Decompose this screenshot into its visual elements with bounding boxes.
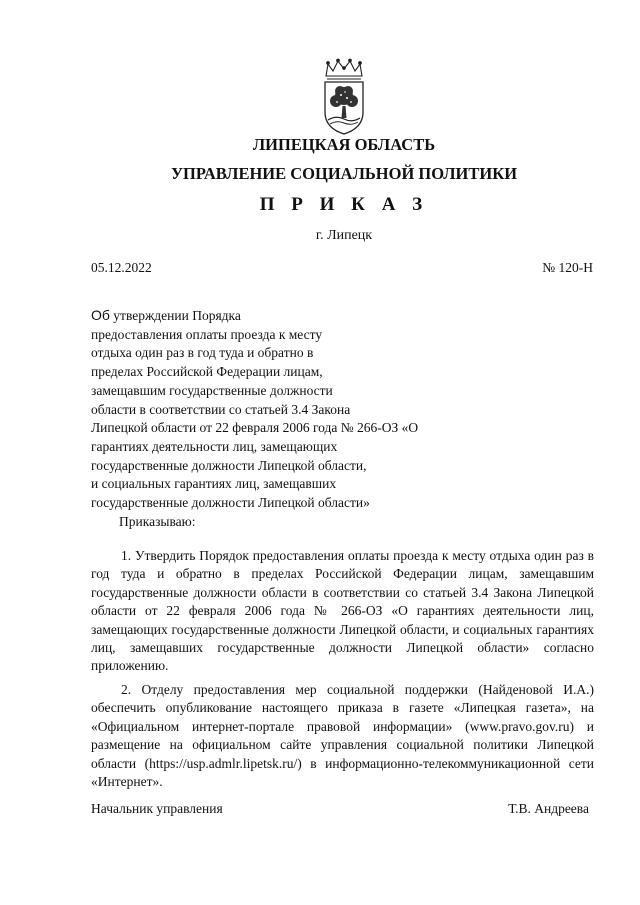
paragraph-1: 1. Утвердить Порядок предоставления оплаты проезда к месту отдыха один раз в год туда и обратно в пределах Российской Федерации лицам, замещавшим государственные должности области в соответствии со статьей 3.4 Закона Липецкой области от 22 февраля 2006 года № 266-ОЗ «О гарантиях деятельности лиц, замещающих государственные должности Липецкой области, и социальных гарантиях лиц, замещавших государственные должности Липецкой области» согласно приложению. <box>91 548 594 674</box>
orders-word: Приказываю: <box>119 514 196 529</box>
subject-line: государственные должности Липецкой области, <box>91 457 367 473</box>
subject-line: отдыха один раз в год туда и обратно в <box>91 345 314 361</box>
subject-line: Липецкой области от 22 февраля 2006 года № 266-ОЗ «О <box>91 420 419 436</box>
subject-line: предоставления оплаты проезда к месту <box>91 326 323 342</box>
subject-first-word: Об <box>91 307 110 323</box>
document-date: 05.12.2022 <box>91 260 152 275</box>
subject-line: замещавшим государственные должности <box>91 382 333 398</box>
city-label: г. Липецк <box>315 228 373 243</box>
document-number: № 120-Н <box>542 260 593 275</box>
subject-line: Об утверждении Порядка <box>91 307 241 323</box>
subject-line: государственные должности Липецкой области» <box>91 495 370 511</box>
subject-line: и социальных гарантиях лиц, замещавших <box>91 476 337 492</box>
coat-of-arms-icon <box>316 58 372 136</box>
paragraph-2: 2. Отделу предоставления мер социальной поддержки (Найденовой И.А.) обеспечить опубликование настоящего приказа в газете «Липецкая газета», на «Официальном интернет-портале правовой информации» (www.pravo.gov.ru) и размещение на официальном сайте управления социальной политики Липецкой области (https://usp.admlr.lipetsk.ru/) в информационно-телекоммуникационной сети «Интернет». <box>91 682 594 790</box>
subject-line: области в соответствии со статьей 3.4 Закона <box>91 401 351 417</box>
signer-name: Т.В. Андреева <box>508 801 589 816</box>
region-title: ЛИПЕЦКАЯ ОБЛАСТЬ <box>252 135 436 154</box>
document-subject <box>91 306 491 513</box>
department-title: УПРАВЛЕНИЕ СОЦИАЛЬНОЙ ПОЛИТИКИ <box>170 164 518 183</box>
subject-line: гарантиях деятельности лиц, замещающих <box>91 438 338 454</box>
subject-line: пределах Российской Федерации лицам, <box>91 364 323 380</box>
signer-role: Начальник управления <box>91 801 223 816</box>
document-type-title: П Р И К А З <box>259 194 429 215</box>
